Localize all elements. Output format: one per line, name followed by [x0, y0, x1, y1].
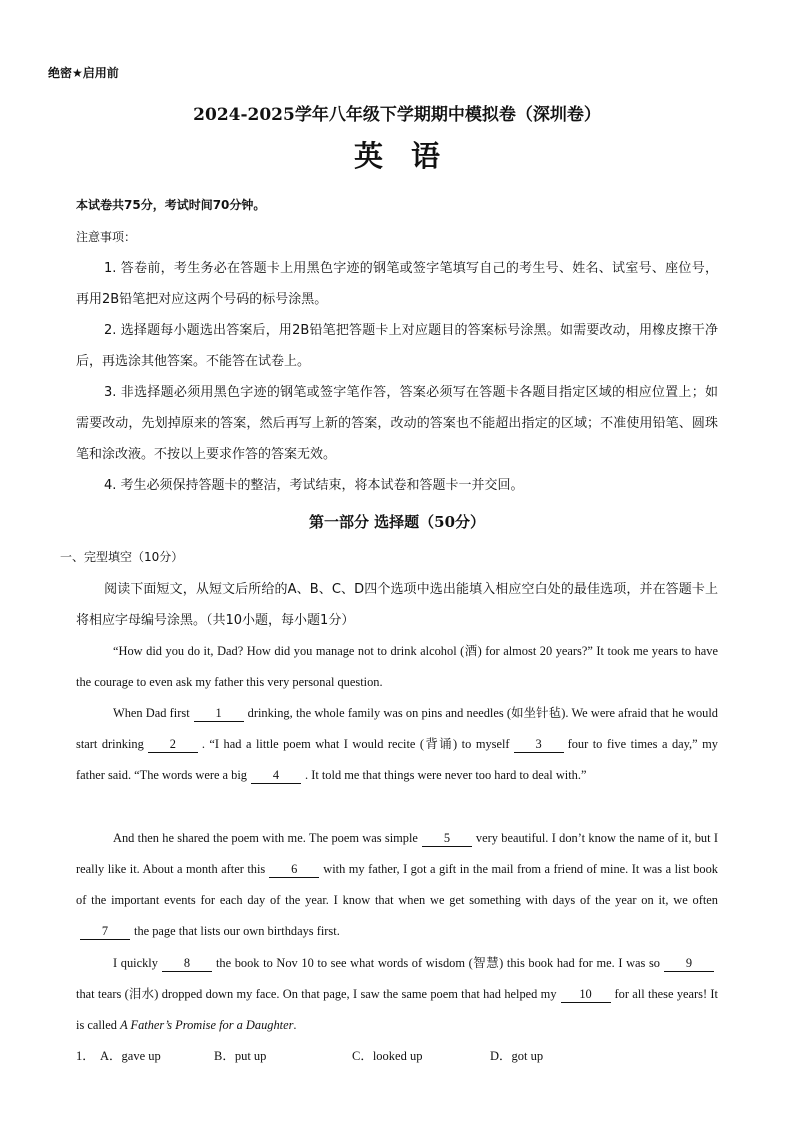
subject-title: 英语 [353, 139, 468, 173]
blank-10: 10 [561, 986, 611, 1003]
notice-heading: 注意事项： [76, 230, 137, 244]
question-number: 1． [76, 1049, 95, 1063]
part-instruction: 阅读下面短文，从短文后所给的A、B、C、D四个选项中选出能填入相应空白处的最佳选项，并在答题卡上将相应字母编号涂黑。（共10小题，每小题1分） [76, 582, 718, 628]
part-heading: 一、完型填空（10分） [60, 550, 184, 564]
section-title: 第一部分 选择题（50分） [308, 513, 486, 531]
notice-item: 1. 答卷前，考生务必在答题卡上用黑色字迹的钢笔或签字笔填写自己的考生号、姓名、试室号、座位号，再用2B铅笔把对应这两个号码的标号涂黑。 [76, 261, 718, 307]
notice-item: 3. 非选择题必须用黑色字迹的钢笔或签字笔作答，答案必须写在答题卡各题目指定区域的相应位置上；如需要改动，先划掉原来的答案，然后再写上新的答案，改动的答案也不能超出指定的区域；不准使用铅笔、圆珠笔和涂改液。不按以上要求作答的答案无效。 [76, 385, 718, 462]
option-b: B．put up [214, 1049, 267, 1063]
passage-paragraph: “How did you do it, Dad? How did you manage not to drink alcohol (酒) for almost 20 years?” It took me years to have the courage to even ask my father this very personal question. [76, 644, 718, 689]
exam-title: 2024-2025学年八年级下学期期中模拟卷（深圳卷） [193, 105, 601, 125]
confidential-mark: 绝密★启用前 [48, 66, 119, 80]
passage-paragraph: And then he shared the poem with me. The poem was simple 5 very beautiful. I don’t know the name of it, but I really like it. About a month after this 6 with my father, I got a gift in the mail from a friend of mine. It was a list book of the important events for each day of the year. I know that when we get something with days of the year on it, we often7 the page that lists our own birthdays first. [76, 831, 718, 938]
blank-1: 1 [194, 705, 244, 722]
blank-2: 2 [148, 736, 198, 753]
notice-item: 4. 考生必须保持答题卡的整洁，考试结束，将本试卷和答题卡一并交回。 [104, 478, 524, 493]
exam-info: 本试卷共75分，考试时间70分钟。 [76, 198, 266, 212]
blank-4: 4 [251, 767, 301, 784]
blank-3: 3 [514, 736, 564, 753]
passage-paragraph: I quickly 8 the book to Nov 10 to see what words of wisdom (智慧) this book had for me. I was so 9that tears (泪水) dropped down my face. On that page, I saw the same poem that had helped my 10 for all these years! It is called A Father’s Promise for a Daughter. [76, 956, 718, 1032]
blank-8: 8 [162, 955, 212, 972]
option-d: D．got up [490, 1049, 544, 1063]
blank-7: 7 [80, 923, 130, 940]
passage-paragraph: When Dad first 1 drinking, the whole family was on pins and needles (如坐针毡). We were afraid that he would start drinking 2 . “I had a little poem what I would recite (背诵) to myself 3 four to five times a day,” my father said. “The words were a big 4 . It told me that things were never too hard to deal with.” [76, 706, 718, 782]
blank-5: 5 [422, 830, 472, 847]
blank-9: 9 [664, 955, 714, 972]
poem-title: A Father’s Promise for a Daughter [120, 1018, 294, 1032]
option-a: A．gave up [100, 1049, 161, 1063]
notice-item: 2. 选择题每小题选出答案后，用2B铅笔把答题卡上对应题目的答案标号涂黑。如需要改动，用橡皮擦干净后，再选涂其他答案。不能答在试卷上。 [76, 323, 718, 369]
blank-6: 6 [269, 861, 319, 878]
option-c: C．looked up [352, 1049, 423, 1063]
